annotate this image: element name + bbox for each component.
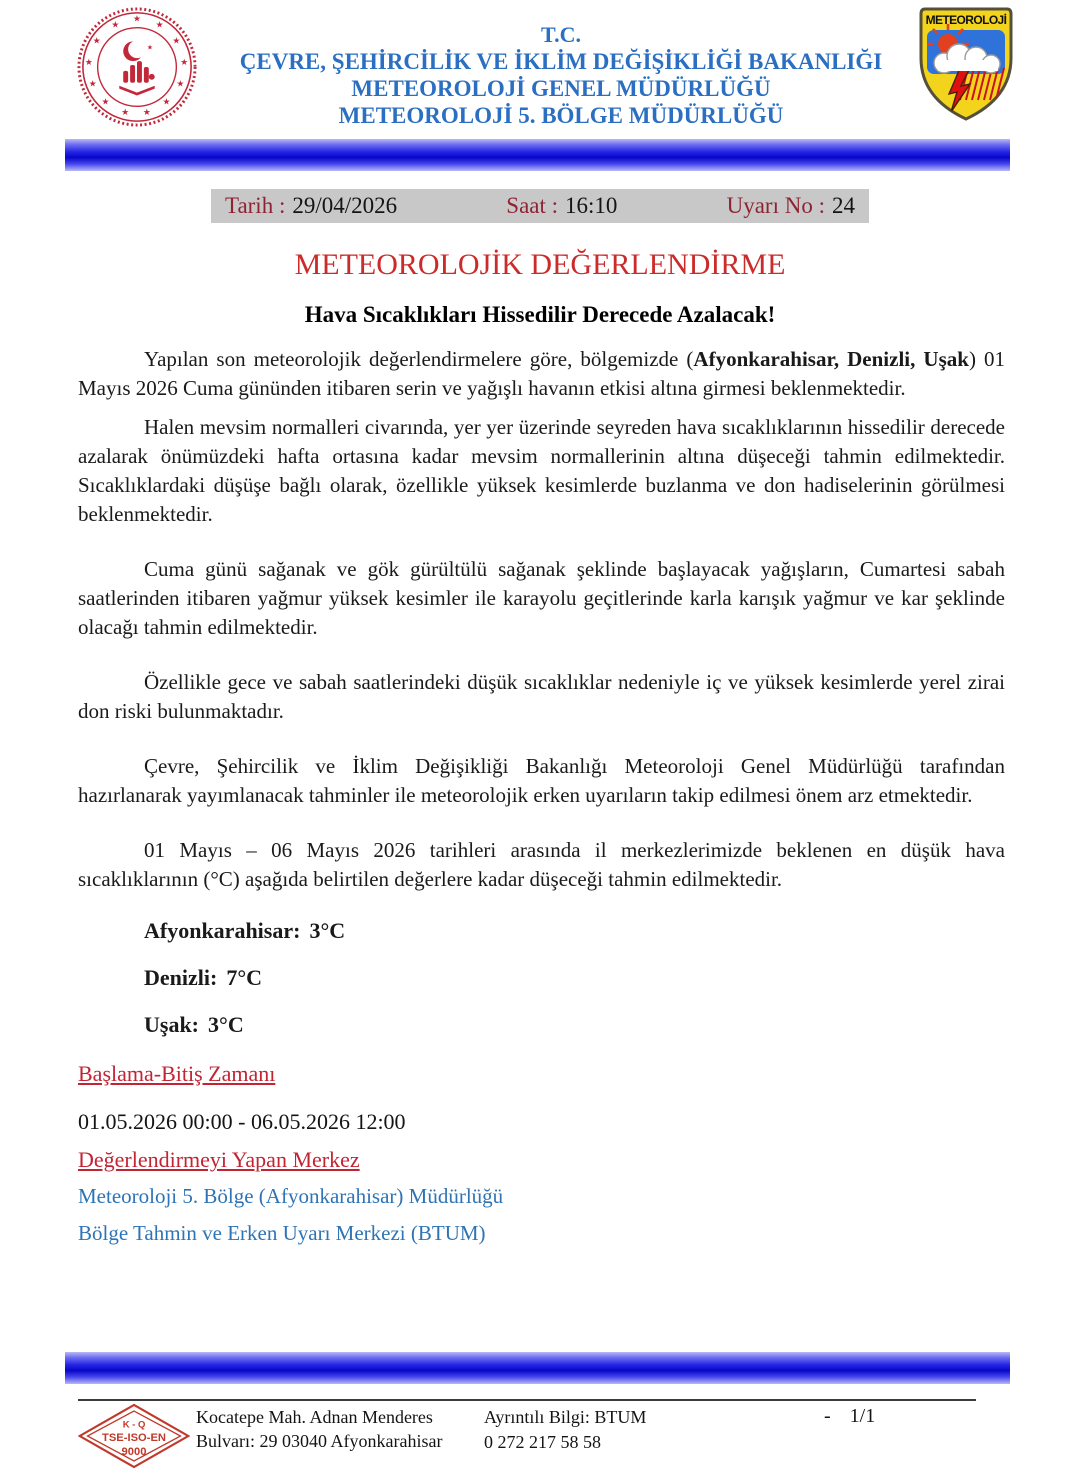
tse-bottom-label: 9000 bbox=[121, 1445, 147, 1458]
issuer-heading: Değerlendirmeyi Yapan Merkez bbox=[78, 1147, 360, 1172]
footer-contact bbox=[484, 1405, 824, 1455]
tse-mid-label: TSE-ISO-EN bbox=[101, 1432, 167, 1445]
date-value: 29/04/2026 bbox=[292, 193, 398, 218]
issuer-line-1: Meteoroloji 5. Bölge (Afyonkarahisar) Müdürlüğü bbox=[78, 1184, 504, 1208]
svg-text:★: ★ bbox=[176, 79, 185, 90]
header-title-block bbox=[206, 6, 916, 129]
meteorology-shield-icon bbox=[916, 6, 1018, 129]
temp-value: 3°C bbox=[309, 918, 346, 943]
svg-text:★: ★ bbox=[121, 108, 130, 119]
svg-text:★: ★ bbox=[162, 97, 171, 108]
warning-no-value: 24 bbox=[831, 193, 855, 218]
issuer-line-2: Bölge Tahmin ve Erken Uyarı Merkezi (BTUM) bbox=[78, 1221, 486, 1245]
shield-label: METEOROLOJİ bbox=[925, 13, 1007, 27]
footer-address bbox=[196, 1405, 484, 1453]
temperature-usak bbox=[144, 1014, 1005, 1036]
info-bar bbox=[211, 189, 869, 223]
svg-text:★: ★ bbox=[92, 36, 101, 47]
temperature-denizli bbox=[144, 967, 1005, 989]
paragraph-6: 01 Mayıs – 06 Mayıs 2026 tarihleri arasında il merkezlerimizde beklenen en düşük hava sıcaklıklarının (°C) aşağıda belirtilen değerlere kadar düşeceği tahmin edilmektedir. bbox=[78, 838, 1005, 891]
headline: Hava Sıcaklıkları Hissedilir Derecede Azalacak! bbox=[304, 302, 776, 327]
paragraph-5: Çevre, Şehircilik ve İklim Değişikliği Bakanlığı Meteoroloji Genel Müdürlüğü tarafından hazırlanarak yayımlanacak tahminler ile meteorolojik erken uyarıların takip edilmesi önem arz etmektedir. bbox=[78, 754, 1005, 807]
svg-text:★: ★ bbox=[88, 79, 97, 90]
footer-rule bbox=[78, 1399, 976, 1401]
paragraph-2: Halen mevsim normalleri civarında, yer yer üzerinde seyreden hava sıcaklıklarının hissedilir derecede azalarak önümüzdeki hafta ortasına kadar mevsim normallerinin altına düşeceği tahmin edilmektedir. Sıcaklıklardaki düşüşe bağlı olarak, özellikle yüksek kesimlerde buzlanma ve don hadiselerinin görülmesi beklenmektedir. bbox=[78, 415, 1005, 526]
paragraph-3: Cuma günü sağanak ve gök gürültülü sağanak şeklinde başlayacak yağışların, Cumartesi sabah saatlerinden itibaren yağmur yüksek kesimler ile karayolu geçitlerinde karla karışık yağmur ve kar şeklinde olacağı tahmin edilmektedir. bbox=[78, 557, 1005, 639]
svg-text:★: ★ bbox=[180, 58, 189, 69]
svg-text:★: ★ bbox=[101, 97, 110, 108]
time-label: Saat : bbox=[506, 193, 559, 218]
paragraph-1 bbox=[78, 345, 1005, 403]
svg-text:★: ★ bbox=[111, 20, 120, 31]
footer-contact-line-2: 0 272 217 58 58 bbox=[484, 1432, 601, 1452]
temp-value: 3°C bbox=[208, 1012, 244, 1037]
footer-page-number: - 1/1 bbox=[824, 1405, 876, 1427]
date-label: Tarih : bbox=[225, 193, 286, 218]
schedule-heading: Başlama-Bitiş Zamanı bbox=[78, 1061, 276, 1086]
footer bbox=[78, 1405, 1008, 1474]
temperature-afyonkarahisar bbox=[144, 920, 1005, 942]
footer-contact-line-1: Ayrıntılı Bilgi: BTUM bbox=[484, 1407, 647, 1427]
svg-text:★: ★ bbox=[172, 36, 181, 47]
header-tc: T.C. bbox=[541, 22, 581, 47]
footer-address-line-2: Bulvarı: 29 03040 Afyonkarahisar bbox=[196, 1431, 443, 1451]
bottom-divider-bar bbox=[65, 1352, 1010, 1384]
info-warning-no bbox=[727, 193, 855, 219]
header-regional: METEOROLOJİ 5. BÖLGE MÜDÜRLÜĞÜ bbox=[338, 103, 784, 128]
schedule-range: 01.05.2026 00:00 - 06.05.2026 12:00 bbox=[78, 1109, 406, 1134]
paragraph-1-end: ) 01 Mayıs 2026 Cuma gününden itibaren serin ve yağışlı havanın etkisi altına girmesi beklenmektedir. bbox=[78, 347, 1005, 400]
svg-text:★: ★ bbox=[84, 58, 93, 69]
top-divider-bar bbox=[65, 139, 1010, 171]
header-directorate: METEOROLOJİ GENEL MÜDÜRLÜĞÜ bbox=[351, 76, 771, 101]
paragraph-1-cities: Afyonkarahisar, Denizli, Uşak bbox=[693, 347, 969, 371]
header-ministry: ÇEVRE, ŞEHİRCİLİK VE İKLİM DEĞİŞİKLİĞİ BAKANLIĞI bbox=[239, 49, 883, 74]
paragraph-1-start: Yapılan son meteorolojik değerlendirmelere göre, bölgemizde ( bbox=[144, 347, 694, 371]
svg-text:★: ★ bbox=[142, 108, 151, 119]
temp-city-label: Uşak: bbox=[144, 1012, 200, 1037]
ministry-emblem-icon bbox=[76, 6, 206, 133]
svg-text:★: ★ bbox=[146, 43, 154, 52]
info-time bbox=[506, 193, 617, 219]
temp-value: 7°C bbox=[226, 965, 263, 990]
svg-text:★: ★ bbox=[155, 20, 164, 31]
temp-city-label: Denizli: bbox=[144, 965, 218, 990]
footer-address-line-1: Kocatepe Mah. Adnan Menderes bbox=[196, 1407, 433, 1427]
document-title: METEOROLOJİK DEĞERLENDİRME bbox=[294, 248, 786, 281]
paragraph-4: Özellikle gece ve sabah saatlerindeki düşük sıcaklıklar nedeniyle iç ve yüksek kesimlerde yerel zirai don riski bulunmaktadır. bbox=[78, 670, 1005, 723]
warning-no-label: Uyarı No : bbox=[726, 193, 825, 218]
tse-top-label: K - Q bbox=[122, 1419, 146, 1431]
info-date bbox=[225, 193, 397, 219]
document-body bbox=[78, 345, 1005, 1246]
document-header bbox=[0, 0, 1080, 133]
temp-city-label: Afyonkarahisar: bbox=[144, 918, 301, 943]
time-value: 16:10 bbox=[565, 193, 618, 218]
svg-text:★: ★ bbox=[133, 14, 141, 25]
